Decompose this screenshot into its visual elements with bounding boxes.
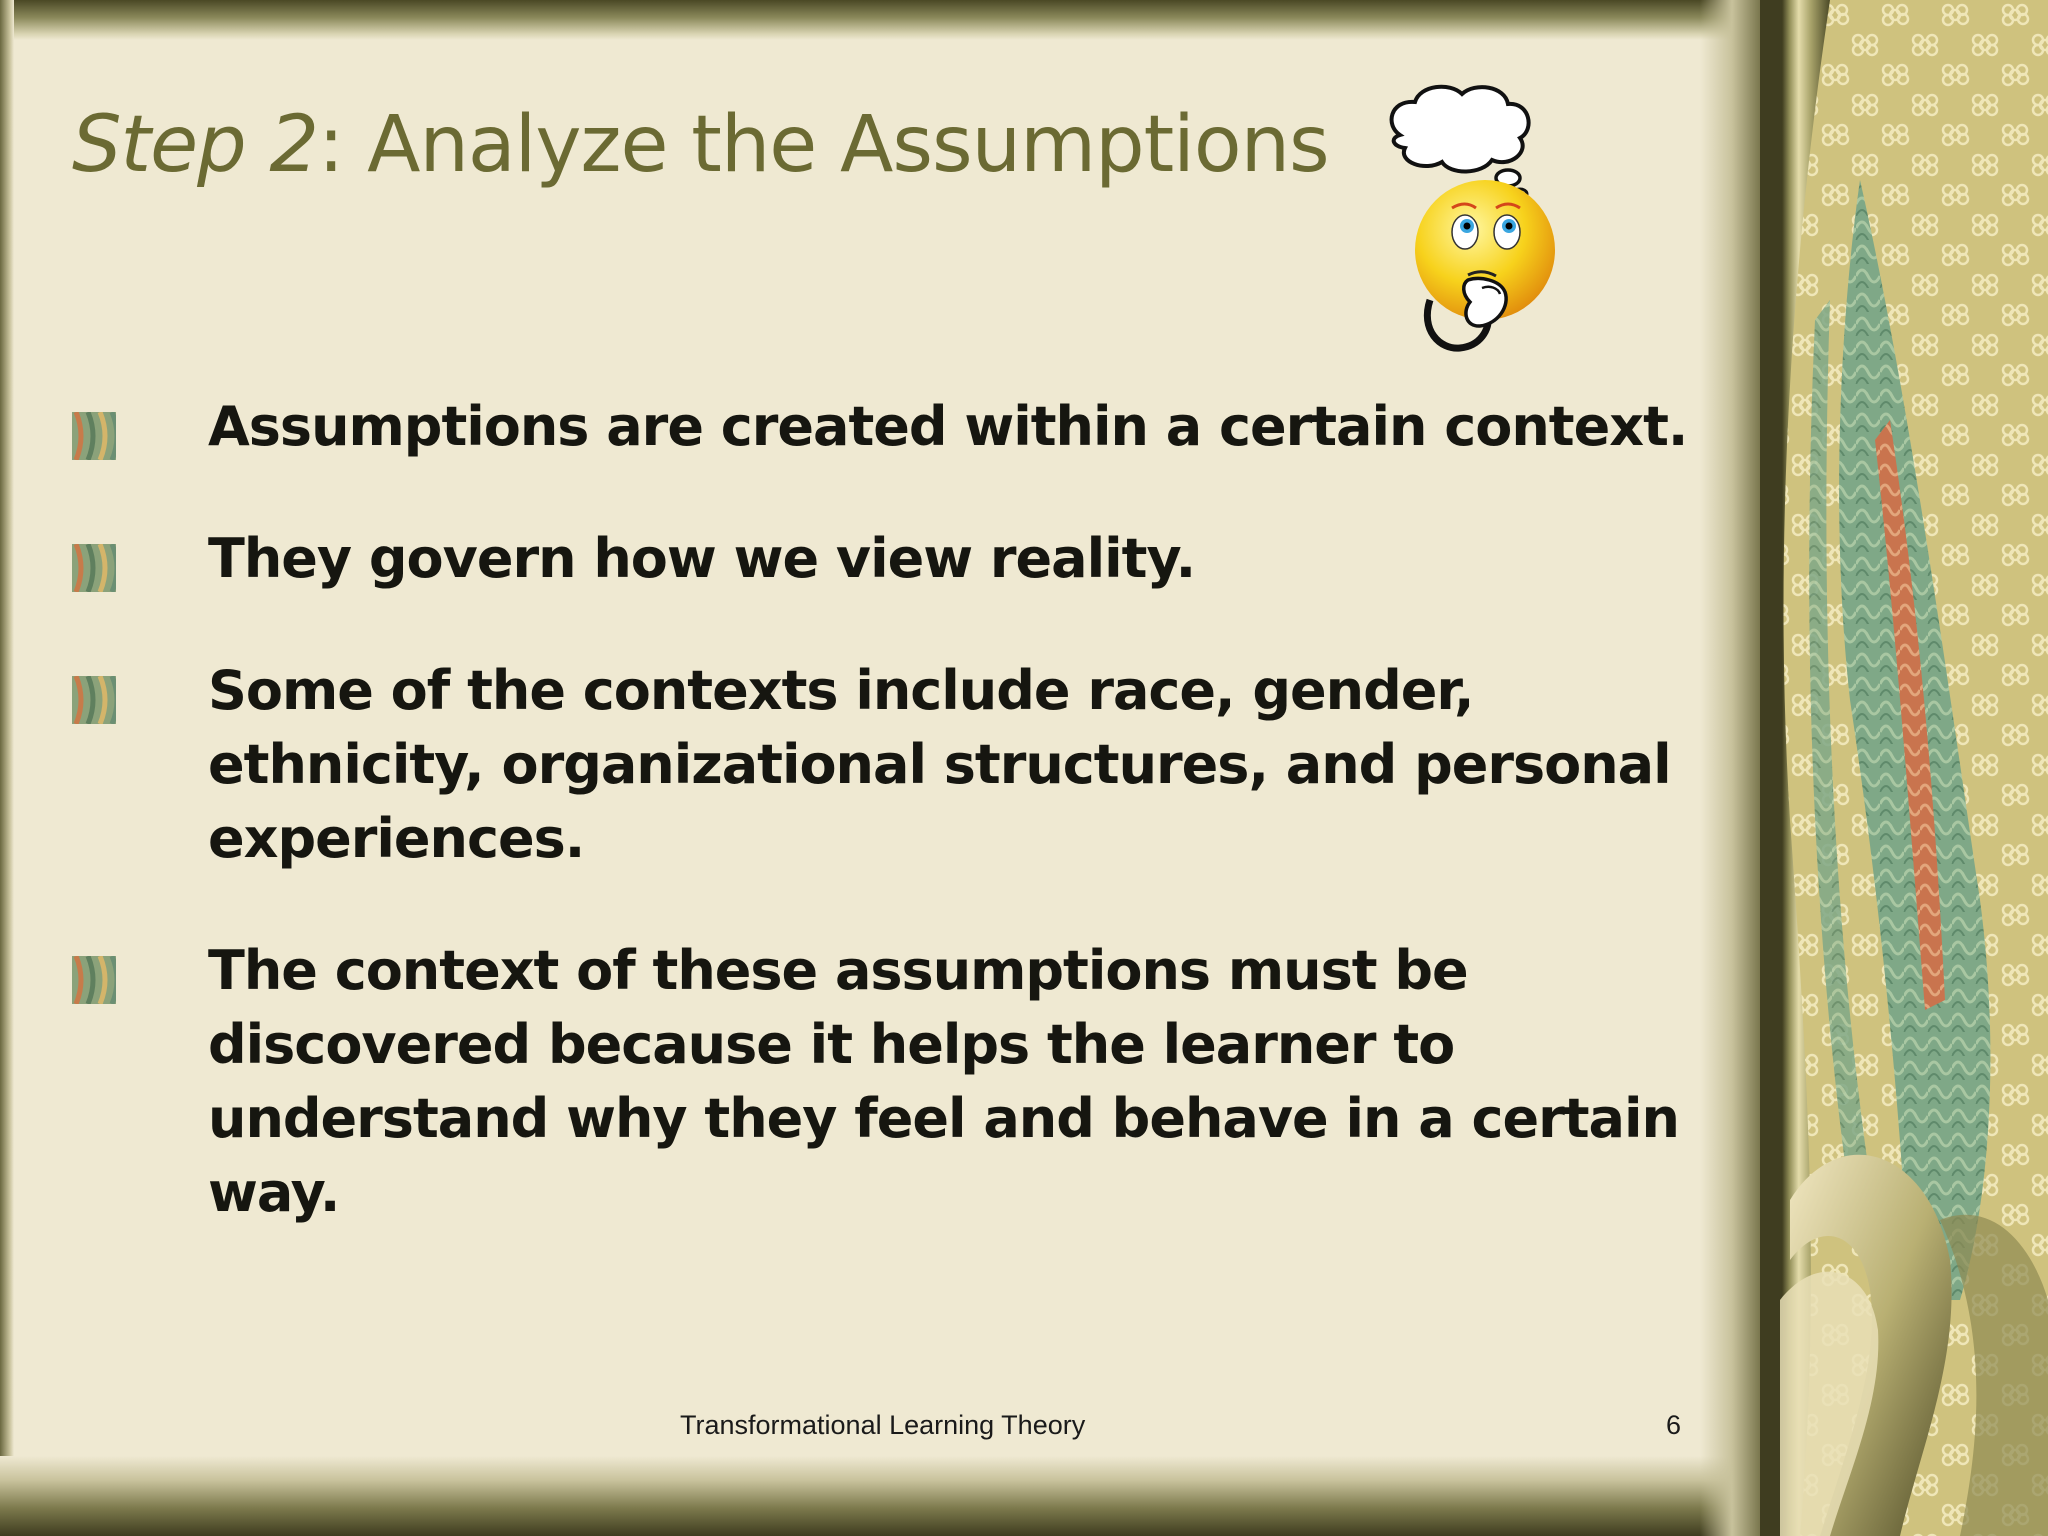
bullet-text: They govern how we view reality.	[208, 527, 1196, 590]
patterned-square-bullet-icon	[72, 412, 116, 460]
slide-title	[72, 100, 1329, 190]
slide-title-step: Step 2	[72, 100, 319, 190]
patterned-square-bullet-icon	[72, 956, 116, 1004]
frame-bottom-border	[0, 1456, 1780, 1536]
frame-left-border	[0, 0, 14, 1536]
bullet-list	[70, 390, 1710, 1288]
bullet-item	[70, 522, 1710, 596]
thinking-smiley-icon	[1370, 80, 1570, 360]
slide-page-number: 6	[1666, 1410, 1682, 1440]
bullet-item	[70, 934, 1710, 1230]
bullet-text: Some of the contexts include race, gender, ethnicity, organizational structures, and personal experiences.	[208, 659, 1671, 870]
bullet-text: The context of these assumptions must be discovered because it helps the learner to understand why they feel and behave in a certain way.	[208, 939, 1679, 1224]
slide-footer: Transformational Learning Theory	[680, 1410, 1086, 1440]
bullet-text: Assumptions are created within a certain context.	[208, 395, 1688, 458]
frame-top-border	[0, 0, 1780, 40]
decorative-drape-panel	[1760, 0, 2048, 1536]
patterned-square-bullet-icon	[72, 544, 116, 592]
slide-title-rest: : Analyze the Assumptions	[318, 100, 1329, 190]
bullet-item	[70, 654, 1710, 876]
patterned-square-bullet-icon	[72, 676, 116, 724]
bullet-item	[70, 390, 1710, 464]
